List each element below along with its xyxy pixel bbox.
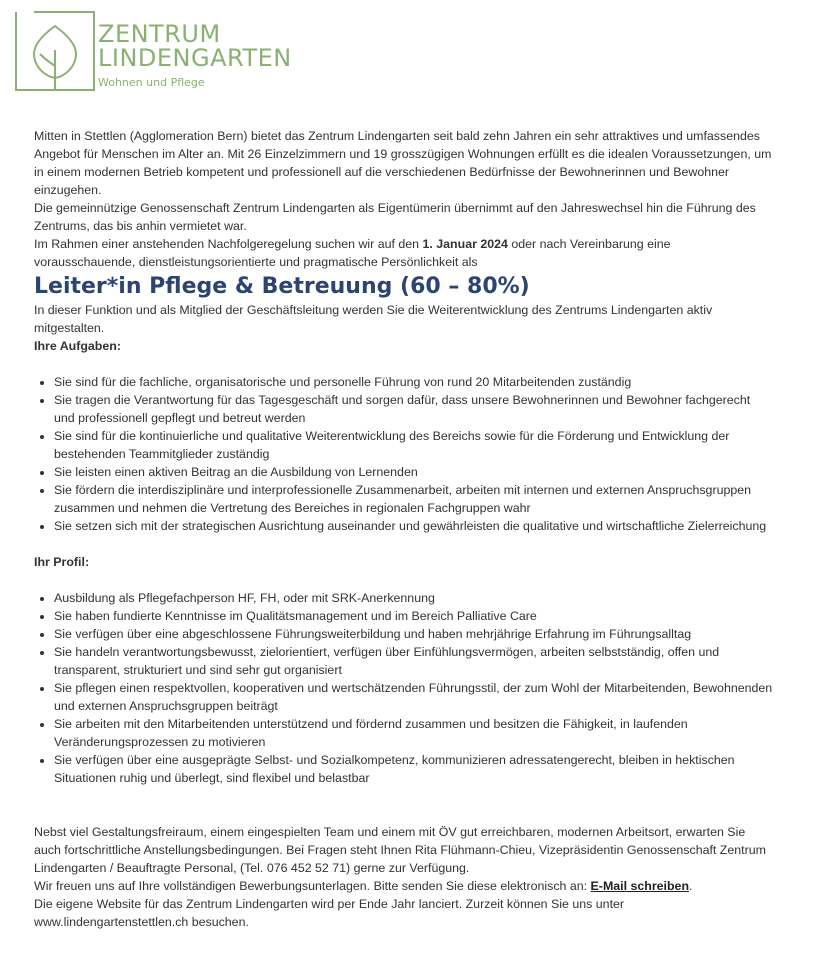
application-text-end: .	[689, 879, 693, 893]
profile-heading: Ihr Profil:	[34, 555, 90, 569]
job-title: Leiter*in Pflege & Betreuung (60 – 80%)	[34, 274, 530, 299]
closing-paragraph-3: Die eigene Website für das Zentrum Lindengarten wird per Ende Jahr lanciert. Zurzeit können Sie uns unter www.lindengartenstettlen.ch besuchen.	[34, 897, 625, 929]
profile-list	[34, 589, 774, 787]
list-item: • Sie verfügen über eine abgeschlossene Führungsweiterbildung und haben mehrjährige Erfahrung im Führungsalltag	[54, 625, 774, 643]
logo-name-line1: ZENTRUM	[98, 20, 221, 48]
list-item: • Ausbildung als Pflegefachperson HF, FH, oder mit SRK-Anerkennung	[54, 589, 774, 607]
email-link[interactable]: E-Mail schreiben	[590, 879, 690, 893]
linden-leaf-logo-icon	[14, 10, 96, 92]
list-item: • Sie sind für die fachliche, organisatorische und personelle Führung von rund 20 Mitarbeitenden zuständig	[54, 373, 774, 391]
list-item: • Sie verfügen über eine ausgeprägte Selbst- und Sozialkompetenz, kommunizieren adressatengerecht, bleiben in hektischen Situationen ruhig und überlegt, sind flexibel und belastbar	[54, 751, 774, 787]
logo-name-line2: LINDENGARTEN	[98, 44, 292, 72]
start-date: 1. Januar 2024	[422, 237, 508, 251]
list-item: • Sie tragen die Verantwortung für das Tagesgeschäft und sorgen dafür, dass unsere Bewohnerinnen und Bewohner fachgerecht und professionell gepflegt und betreut werden	[54, 391, 774, 427]
intro-text-start: Im Rahmen einer anstehenden Nachfolgeregelung suchen wir auf den	[34, 237, 423, 251]
list-item: • Sie fördern die interdisziplinäre und interprofessionelle Zusammenarbeit, arbeiten mit internen und externen Anspruchsgruppen zusammen und nehmen die Vertretung des Bereiches in regionalen Fachgruppen wahr	[54, 481, 774, 517]
list-item: • Sie setzen sich mit der strategischen Ausrichtung auseinander und gewährleisten die qualitative und wirtschaftliche Zielerreichung	[54, 517, 774, 535]
logo-tagline: Wohnen und Pflege	[98, 76, 205, 89]
list-item: • Sie leisten einen aktiven Beitrag an die Ausbildung von Lernenden	[54, 463, 774, 481]
closing-paragraph-2	[34, 877, 774, 895]
job-posting	[34, 127, 774, 931]
tasks-heading: Ihre Aufgaben:	[34, 339, 121, 353]
application-text: Wir freuen uns auf Ihre vollständigen Bewerbungsunterlagen. Bitte senden Sie diese elektronisch an:	[34, 879, 591, 893]
role-description: In dieser Funktion und als Mitglied der Geschäftsleitung werden Sie die Weiterentwicklung des Zentrums Lindengarten aktiv mitgestalten.	[34, 303, 713, 335]
intro-text-end: oder nach Vereinbarung eine vorausschauende, dienstleistungsorientierte und pragmatische Persönlichkeit als	[34, 237, 671, 269]
list-item: • Sie arbeiten mit den Mitarbeitenden unterstützend und fördernd zusammen und besitzen die Fähigkeit, in laufenden Veränderungsprozessen zu motivieren	[54, 715, 774, 751]
intro-paragraph-1: Mitten in Stettlen (Agglomeration Bern) bietet das Zentrum Lindengarten seit bald zehn Jahren ein sehr attraktives und umfassendes Angebot für Menschen im Alter an. Mit 26 Einzelzimmern und 19 grosszügigen Wohnungen erfüllt es die idealen Voraussetzungen, um in einem modernen Betrieb kompetent und professionell auf die verschiedenen Bedürfnisse der Bewohnerinnen und Bewohner einzugehen.	[34, 129, 772, 197]
list-item: • Sie pflegen einen respektvollen, kooperativen und wertschätzenden Führungsstil, der zum Wohl der Mitarbeitenden, Bewohnenden und externen Anspruchsgruppen beiträgt	[54, 679, 774, 715]
list-item: • Sie handeln verantwortungsbewusst, zielorientiert, verfügen über Einfühlungsvermögen, arbeiten selbstständig, offen und transparent, strukturiert und sind sehr gut organisiert	[54, 643, 774, 679]
list-item: • Sie sind für die kontinuierliche und qualitative Weiterentwicklung des Bereichs sowie für die Förderung und Entwicklung der bestehenden Teammitglieder zuständig	[54, 427, 774, 463]
intro-paragraph-3	[34, 235, 774, 271]
tasks-list	[34, 373, 774, 535]
logo	[14, 10, 314, 92]
list-item: • Sie haben fundierte Kenntnisse im Qualitätsmanagement und im Bereich Palliative Care	[54, 607, 774, 625]
closing-paragraph-1: Nebst viel Gestaltungsfreiraum, einem eingespielten Team und einem mit ÖV gut erreichbaren, modernen Arbeitsort, erwarten Sie auch fortschrittliche Anstellungsbedingungen. Bei Fragen steht Ihnen Rita Flühmann-Chieu, Vizepräsidentin Genossenschaft Zentrum Lindengarten / Beauftragte Personal, (Tel. 076 452 52 71) gerne zur Verfügung.	[34, 825, 766, 875]
intro-paragraph-2: Die gemeinnützige Genossenschaft Zentrum Lindengarten als Eigentümerin übernimmt auf den Jahreswechsel hin die Führung des Zentrums, das bis anhin vermietet war.	[34, 201, 756, 233]
